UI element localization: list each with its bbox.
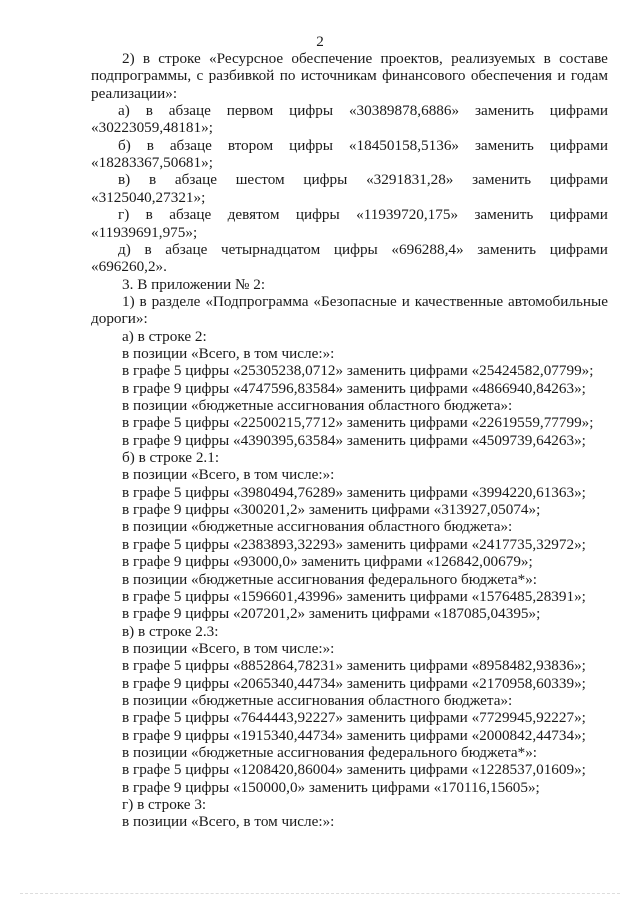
text-word: разбивкой xyxy=(208,67,275,85)
text-word: цифрами xyxy=(549,240,608,258)
text-line: в графе 9 цифры «300201,2» заменить цифрами «313927,05074»; xyxy=(122,501,541,519)
text-word: в xyxy=(543,50,551,67)
text-line: в графе 9 цифры «93000,0» заменить цифрами «126842,00679»; xyxy=(122,553,533,571)
text-word: абзаце xyxy=(165,240,208,258)
text-word: заменить xyxy=(474,102,534,120)
text-word: втором xyxy=(227,136,274,154)
text-line: в позиции «Всего, в том числе:»: xyxy=(122,466,335,484)
text-word: разделе xyxy=(151,292,201,310)
text-line: «696260,2». xyxy=(91,258,167,276)
text-word: реализуемых xyxy=(451,50,536,67)
text-line: «18283367,50681»; xyxy=(91,154,213,172)
text-word: в xyxy=(148,171,157,189)
text-line: «11939691,975»; xyxy=(91,223,198,241)
text-word: абзаце xyxy=(168,102,211,120)
text-line xyxy=(118,102,608,120)
text-line: в графе 9 цифры «150000,0» заменить цифрами «170116,15605»; xyxy=(122,778,540,796)
text-line: в) в строке 2.3: xyxy=(122,622,219,640)
text-word: «Подпрограмма xyxy=(205,292,309,310)
text-word: качественные xyxy=(414,292,504,310)
text-word: цифрами xyxy=(549,206,608,224)
text-line: «30223059,48181»; xyxy=(91,119,213,137)
text-word: проектов, xyxy=(380,50,443,67)
text-line: в графе 5 цифры «7644443,92227» заменить цифрами «7729945,92227»; xyxy=(122,709,586,727)
text-word: д) xyxy=(118,240,131,258)
text-word: годам xyxy=(570,67,608,85)
text-word: «18450158,5136» xyxy=(348,136,460,154)
text-line xyxy=(118,206,608,224)
text-line xyxy=(118,171,608,189)
text-word: 1) xyxy=(122,292,135,310)
text-word: цифры xyxy=(333,240,378,258)
text-word: обеспечения xyxy=(470,67,552,85)
text-word: по xyxy=(279,67,296,85)
scan-edge-artifact xyxy=(20,893,620,898)
text-word: составе xyxy=(559,50,608,67)
text-line: б) в строке 2.1: xyxy=(122,449,220,467)
text-line: в графе 9 цифры «2065340,44734» заменить цифрами «2170958,60339»; xyxy=(122,674,586,692)
text-line: «3125040,27321»; xyxy=(91,188,206,206)
text-word: «Ресурсное xyxy=(209,50,284,67)
text-line xyxy=(118,241,608,259)
text-line: в графе 5 цифры «1596601,43996» заменить цифрами «1576485,28391»; xyxy=(122,587,586,605)
text-word: а) xyxy=(118,102,130,120)
text-line: реализации»: xyxy=(91,84,178,102)
text-word: в xyxy=(146,136,154,154)
text-word: «30389878,6886» xyxy=(348,102,460,120)
text-word: в xyxy=(142,50,151,67)
text-word: цифры xyxy=(289,136,333,154)
text-word: шестом xyxy=(235,171,285,189)
text-line: в позиции «Всего, в том числе:»: xyxy=(122,344,335,362)
text-line: в графе 5 цифры «8852864,78231» заменить цифрами «8958482,93836»; xyxy=(122,657,586,675)
text-line: в графе 5 цифры «22500215,7712» заменить цифрами «22619559,77799»; xyxy=(122,414,594,432)
text-line: в позиции «Всего, в том числе:»: xyxy=(122,639,335,657)
text-word: цифры xyxy=(303,171,348,189)
text-line: в графе 5 цифры «1208420,86004» заменить цифрами «1228537,01609»; xyxy=(122,761,586,779)
text-word: и xyxy=(557,67,566,85)
text-word: 2) xyxy=(122,50,135,67)
text-line: дороги»: xyxy=(91,310,148,328)
text-word: г) xyxy=(118,206,130,224)
text-line: в позиции «бюджетные ассигнования федерального бюджета*»: xyxy=(122,570,538,588)
text-word: цифрами xyxy=(549,136,608,154)
text-word: абзаце xyxy=(169,136,212,154)
text-word: девятом xyxy=(227,206,280,224)
text-word: строке xyxy=(158,50,201,67)
text-word: в xyxy=(144,240,152,258)
text-word: «3291831,28» xyxy=(366,171,454,189)
text-line: 3. В приложении № 2: xyxy=(122,275,266,293)
text-word: финансового xyxy=(382,67,466,85)
text-line xyxy=(118,137,608,155)
text-line xyxy=(122,293,608,311)
text-word: абзаце xyxy=(169,206,212,224)
text-word: с xyxy=(196,67,204,85)
text-word: обеспечение xyxy=(291,50,373,67)
text-word: б) xyxy=(118,136,131,154)
text-word: источникам xyxy=(300,67,377,85)
text-word: цифрами xyxy=(549,102,608,120)
text-line: г) в строке 3: xyxy=(122,796,207,814)
text-line: в графе 5 цифры «25305238,0712» заменить цифрами «25424582,07799»; xyxy=(122,362,594,380)
text-word: заменить xyxy=(474,136,534,154)
text-word: «Безопасные xyxy=(313,292,397,310)
text-line: в графе 5 цифры «2383893,32293» заменить цифрами «2417735,32972»; xyxy=(122,535,586,553)
text-line: в позиции «Всего, в том числе:»: xyxy=(122,813,335,831)
text-word: в xyxy=(145,206,153,224)
text-word: в xyxy=(145,102,153,120)
text-line: в графе 9 цифры «1915340,44734» заменить цифрами «2000842,44734»; xyxy=(122,726,586,744)
text-word: автомобильные xyxy=(508,292,608,310)
page-number: 2 xyxy=(316,33,324,50)
text-line: в позиции «бюджетные ассигнования федерального бюджета*»: xyxy=(122,744,538,761)
text-word: заменить xyxy=(474,206,534,224)
text-line: в графе 9 цифры «4390395,63584» заменить цифрами «4509739,64263»; xyxy=(122,431,586,449)
text-word: «696288,4» xyxy=(391,240,464,258)
text-word: в) xyxy=(118,171,131,189)
text-word: и xyxy=(401,292,410,310)
text-word: заменить xyxy=(472,171,532,189)
text-line: а) в строке 2: xyxy=(122,327,207,345)
text-line: в позиции «бюджетные ассигнования областного бюджета»: xyxy=(122,518,513,536)
text-line xyxy=(91,67,608,85)
text-word: подпрограммы, xyxy=(91,67,192,85)
text-word: «11939720,175» xyxy=(356,206,459,224)
text-line: в позиции «бюджетные ассигнования областного бюджета»: xyxy=(122,691,513,709)
text-word: цифры xyxy=(289,102,334,120)
text-line xyxy=(122,50,608,68)
text-word: цифры xyxy=(295,206,340,224)
text-word: первом xyxy=(226,102,274,120)
text-word: четырнадцатом xyxy=(220,240,321,258)
text-line: в позиции «бюджетные ассигнования областного бюджета»: xyxy=(122,397,513,414)
text-word: абзаце xyxy=(174,171,217,189)
text-word: в xyxy=(139,292,147,310)
text-line: в графе 5 цифры «3980494,76289» заменить цифрами «3994220,61363»; xyxy=(122,483,586,501)
text-word: заменить xyxy=(477,240,537,258)
text-line: в графе 9 цифры «207201,2» заменить цифрами «187085,04395»; xyxy=(122,605,541,623)
text-line: в графе 9 цифры «4747596,83584» заменить цифрами «4866940,84263»; xyxy=(122,379,586,397)
text-word: цифрами xyxy=(549,171,608,189)
